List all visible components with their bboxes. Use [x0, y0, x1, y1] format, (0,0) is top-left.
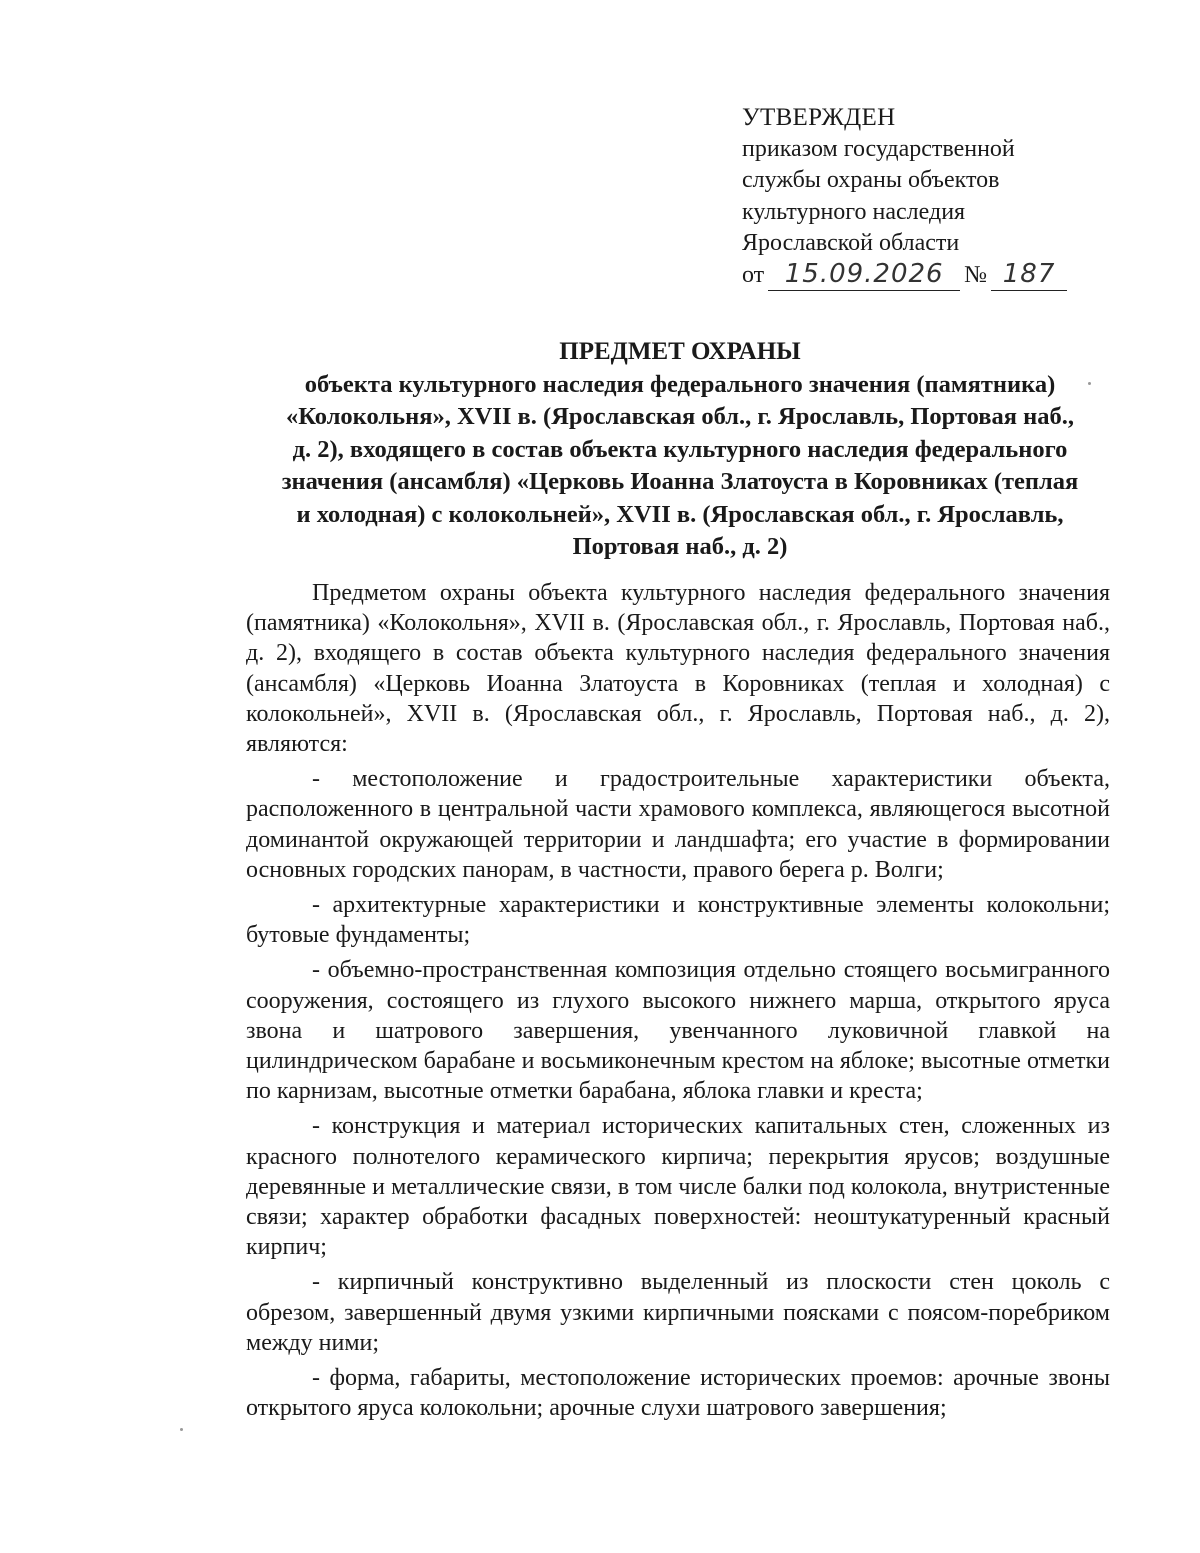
body-paragraph: - конструкция и материал исторических капитальных стен, сложенных из красного полнотелого керамического кирпича; перекрытия ярусов; воздушные деревянные и металлические связи, в том числе балки под колокола, внутристенные связи; характер обработки фасадных поверхностей: неоштукатуренный красный кирпич;: [246, 1113, 1110, 1261]
approval-date-line: [742, 260, 1122, 292]
number-prefix: №: [964, 261, 988, 288]
handwritten-date: 15.09.2026: [768, 260, 960, 291]
approval-stamp: [742, 102, 1122, 291]
approval-line: службы охраны объектов: [742, 167, 1000, 193]
handwritten-number: 187: [991, 260, 1067, 291]
body-paragraph: - кирпичный конструктивно выделенный из плоскости стен цоколь с обрезом, завершенный двумя узкими кирпичными поясками с поясом-поребриком между ними;: [246, 1269, 1110, 1356]
scan-speck: [1088, 382, 1091, 385]
document-body: [246, 578, 1110, 1428]
title-line: объекта культурного наследия федерального значения (памятника): [304, 370, 1056, 398]
title-line: Портовая наб., д. 2): [572, 533, 788, 560]
title-line: и холодная) с колокольней», XVII в. (Ярославская обл., г. Ярославль,: [296, 500, 1064, 528]
approval-line: культурного наследия: [742, 198, 966, 225]
approval-line: Ярославской области: [742, 230, 960, 256]
document-title: [200, 336, 1160, 564]
title-main: ПРЕДМЕТ ОХРАНЫ: [559, 338, 801, 365]
approval-line: приказом государственной: [742, 135, 1015, 162]
body-paragraph: Предметом охраны объекта культурного наследия федерального значения (памятника) «Колокольня», XVII в. (Ярославская обл., г. Ярославль, Портовая наб., д. 2), входящего в состав объекта культурного наследия федерального значения (ансамбля) «Церковь Иоанна Златоуста в Коровниках (теплая и холодная) с колокольней», XVII в. (Ярославская обл., г. Ярославль, Портовая наб., д. 2), являются:: [246, 580, 1110, 758]
approval-heading: УТВЕРЖДЕН: [742, 104, 896, 131]
body-paragraph: - архитектурные характеристики и конструктивные элементы колокольни; бутовые фундаменты;: [246, 892, 1110, 949]
title-line: значения (ансамбля) «Церковь Иоанна Златоуста в Коровниках (теплая: [281, 468, 1079, 495]
scan-speck: [180, 1428, 183, 1431]
title-line: «Колокольня», XVII в. (Ярославская обл., г. Ярославль, Портовая наб.,: [285, 403, 1075, 430]
body-paragraph: - форма, габариты, местоположение исторических проемов: арочные звоны открытого яруса колокольни; арочные слухи шатрового завершения;: [246, 1365, 1110, 1422]
date-prefix: от: [742, 261, 765, 288]
body-paragraph: - местоположение и градостроительные характеристики объекта, расположенного в центральной части храмового комплекса, являющегося высотной доминантой окружающей территории и ландшафта; его участие в формировании основных городских панорам, в частности, правого берега р. Волги;: [246, 766, 1110, 883]
title-line: д. 2), входящего в состав объекта культурного наследия федерального: [292, 435, 1068, 463]
body-paragraph: - объемно-пространственная композиция отдельно стоящего восьмигранного сооружения, состоящего из глухого высокого нижнего марша, открытого яруса звона и шатрового завершения, увенчанного луковичной главкой на цилиндрическом барабане и восьмиконечным крестом на яблоке; высотные отметки по карнизам, высотные отметки барабана, яблока главки и креста;: [246, 957, 1110, 1105]
